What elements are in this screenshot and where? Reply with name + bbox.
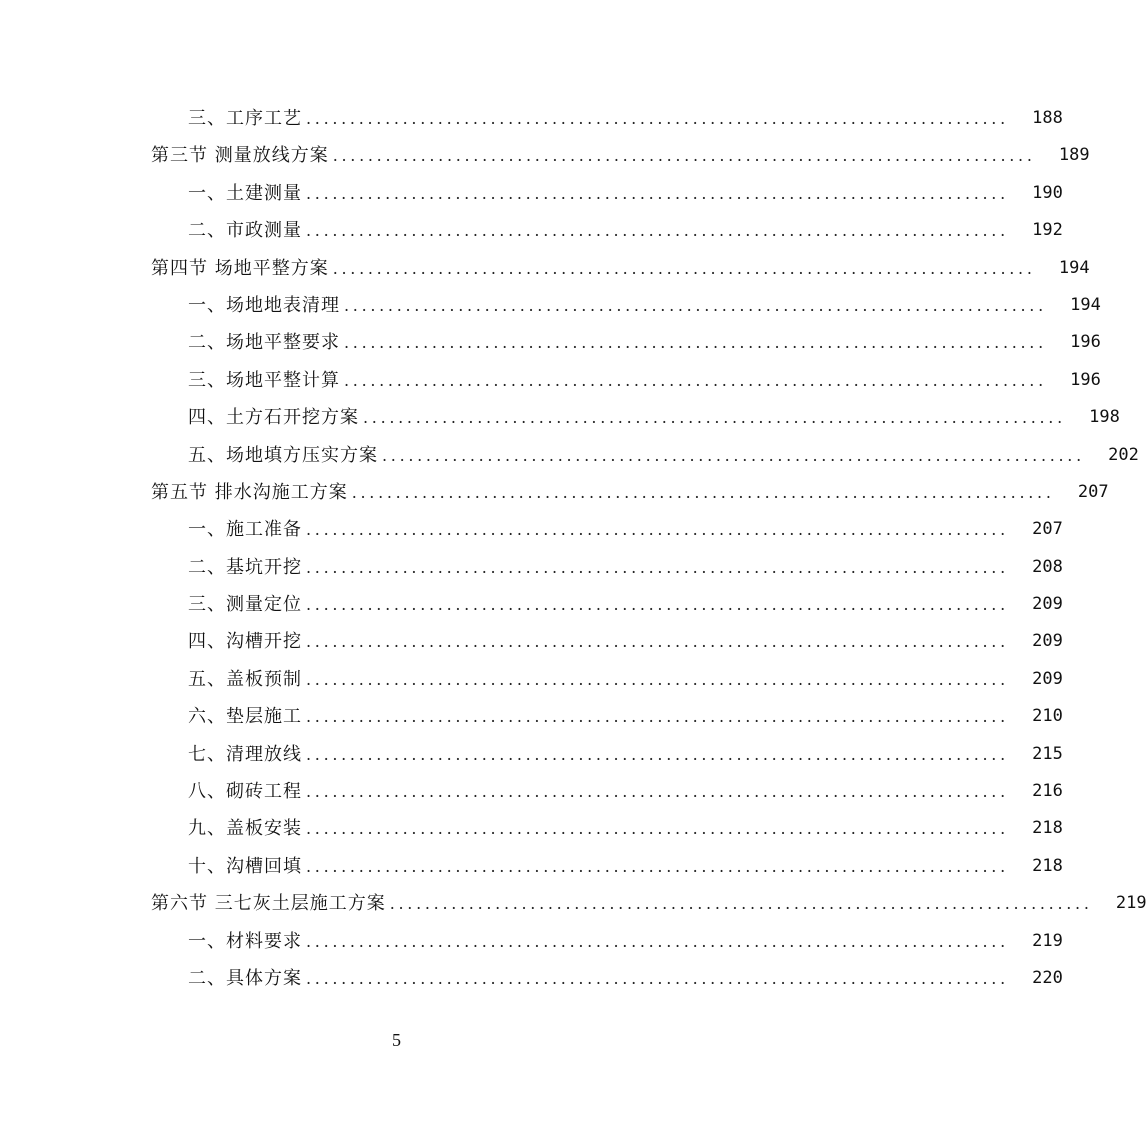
- toc-entry-title: 六、垫层施工: [188, 706, 302, 728]
- dot-leader: ................................................................................: [306, 632, 1009, 652]
- dot-leader: ................................................................................: [306, 968, 1009, 988]
- toc-entry-page-number: 220: [1032, 967, 1063, 988]
- toc-entry-title: 三、工序工艺: [188, 108, 302, 129]
- toc-subsection-entry[interactable]: [0, 399, 1120, 436]
- dot-leader: ................................................................................: [344, 370, 1047, 390]
- toc-entry-title: 九、盖板安装: [188, 818, 302, 840]
- toc-subsection-entry[interactable]: [0, 810, 1063, 847]
- dot-leader: ................................................................................: [306, 221, 1009, 241]
- toc-entry-page-number: 188: [1032, 108, 1063, 128]
- toc-subsection-entry[interactable]: [0, 212, 1063, 249]
- toc-entry-title: 一、材料要求: [188, 930, 302, 952]
- toc-entry-page-number: 209: [1032, 594, 1063, 615]
- toc-entry-page-number: 194: [1070, 294, 1101, 315]
- toc-subsection-entry[interactable]: [0, 175, 1063, 212]
- dot-leader: ................................................................................: [306, 856, 1009, 876]
- toc-entry-page-number: 208: [1032, 556, 1063, 577]
- toc-entry-title: 一、土建测量: [188, 182, 302, 204]
- toc-entry-page-number: 209: [1032, 668, 1063, 689]
- toc-section-entry[interactable]: [0, 474, 1109, 511]
- toc-subsection-entry[interactable]: [0, 773, 1063, 810]
- dot-leader: ................................................................................: [351, 482, 1055, 502]
- toc-subsection-entry[interactable]: [0, 287, 1101, 324]
- toc-entry-title: 五、盖板预制: [188, 668, 302, 690]
- toc-entry-title: 七、清理放线: [188, 743, 302, 765]
- dot-leader: ................................................................................: [344, 333, 1047, 353]
- dot-leader: ................................................................................: [306, 707, 1009, 727]
- dot-leader: ................................................................................: [382, 445, 1085, 465]
- dot-leader: ................................................................................: [306, 819, 1009, 839]
- dot-leader: ................................................................................: [306, 669, 1009, 689]
- toc-entry-page-number: 198: [1089, 407, 1120, 428]
- toc-entry-title: 二、场地平整要求: [188, 332, 340, 354]
- toc-entry-page-number: 215: [1032, 743, 1063, 764]
- dot-leader: ................................................................................: [332, 258, 1036, 278]
- toc-subsection-entry[interactable]: [0, 923, 1063, 960]
- toc-entry-title: 四、土方石开挖方案: [188, 407, 359, 429]
- toc-subsection-entry[interactable]: [0, 848, 1063, 885]
- toc-section-entry[interactable]: [0, 885, 1147, 922]
- toc-entry-title: 二、市政测量: [188, 220, 302, 242]
- toc-entry-title: 四、沟槽开挖: [188, 631, 302, 653]
- toc-entry-page-number: 192: [1032, 220, 1063, 241]
- toc-entry-title: 第六节 三七灰土层施工方案: [151, 893, 386, 915]
- toc-entry-title: 三、测量定位: [188, 594, 302, 616]
- toc-section-entry[interactable]: [0, 250, 1090, 287]
- table-of-contents: [0, 100, 1147, 997]
- toc-subsection-entry[interactable]: [0, 661, 1063, 698]
- toc-entry-page-number: 194: [1058, 257, 1090, 278]
- toc-subsection-entry[interactable]: [0, 437, 1139, 474]
- toc-section-entry[interactable]: [0, 137, 1090, 174]
- toc-entry-page-number: 219: [1115, 893, 1147, 914]
- toc-entry-title: 一、场地地表清理: [188, 294, 340, 316]
- dot-leader: ................................................................................: [306, 744, 1009, 764]
- toc-subsection-entry[interactable]: [0, 549, 1063, 586]
- toc-subsection-entry[interactable]: [0, 324, 1101, 361]
- dot-leader: ................................................................................: [306, 931, 1009, 951]
- toc-entry-title: 一、施工准备: [188, 519, 302, 541]
- toc-entry-page-number: 219: [1032, 930, 1063, 951]
- toc-entry-title: 第三节 测量放线方案: [151, 145, 329, 167]
- toc-entry-page-number: 216: [1032, 781, 1063, 802]
- dot-leader: ................................................................................: [306, 595, 1009, 615]
- toc-entry-title: 二、具体方案: [188, 967, 302, 989]
- dot-leader: ................................................................................: [306, 109, 1009, 128]
- toc-subsection-entry[interactable]: [0, 736, 1063, 773]
- toc-entry-title: 八、砌砖工程: [188, 781, 302, 803]
- toc-subsection-entry[interactable]: [0, 362, 1101, 399]
- toc-subsection-entry[interactable]: [0, 698, 1063, 735]
- toc-entry-title: 五、场地填方压实方案: [188, 444, 378, 466]
- dot-leader: ................................................................................: [363, 408, 1066, 428]
- toc-entry-page-number: 218: [1032, 855, 1063, 876]
- toc-subsection-entry[interactable]: [0, 623, 1063, 660]
- toc-entry-page-number: 190: [1032, 182, 1063, 203]
- dot-leader: ................................................................................: [306, 183, 1009, 203]
- toc-entry-page-number: 196: [1070, 332, 1101, 353]
- toc-entry-page-number: 189: [1058, 145, 1090, 166]
- toc-entry-page-number: 207: [1077, 481, 1109, 502]
- toc-entry-title: 第四节 场地平整方案: [151, 257, 329, 279]
- dot-leader: ................................................................................: [389, 894, 1093, 914]
- toc-entry-page-number: 210: [1032, 706, 1063, 727]
- toc-subsection-entry[interactable]: [0, 511, 1063, 548]
- toc-entry-title: 第五节 排水沟施工方案: [151, 481, 348, 503]
- toc-subsection-entry[interactable]: [0, 960, 1063, 997]
- dot-leader: ................................................................................: [344, 295, 1047, 315]
- toc-entry-title: 二、基坑开挖: [188, 556, 302, 578]
- dot-leader: ................................................................................: [332, 146, 1036, 166]
- toc-entry-page-number: 209: [1032, 631, 1063, 652]
- dot-leader: ................................................................................: [306, 557, 1009, 577]
- toc-entry-title: 三、场地平整计算: [188, 369, 340, 391]
- toc-subsection-entry[interactable]: [0, 586, 1063, 623]
- dot-leader: ................................................................................: [306, 782, 1009, 802]
- toc-entry-page-number: 202: [1108, 444, 1139, 465]
- dot-leader: ................................................................................: [306, 520, 1009, 540]
- page-number: 5: [392, 1030, 401, 1050]
- toc-entry-page-number: 196: [1070, 369, 1101, 390]
- toc-subsection-entry[interactable]: [0, 100, 1063, 137]
- toc-entry-title: 十、沟槽回填: [188, 855, 302, 877]
- toc-entry-page-number: 207: [1032, 519, 1063, 540]
- toc-entry-page-number: 218: [1032, 818, 1063, 839]
